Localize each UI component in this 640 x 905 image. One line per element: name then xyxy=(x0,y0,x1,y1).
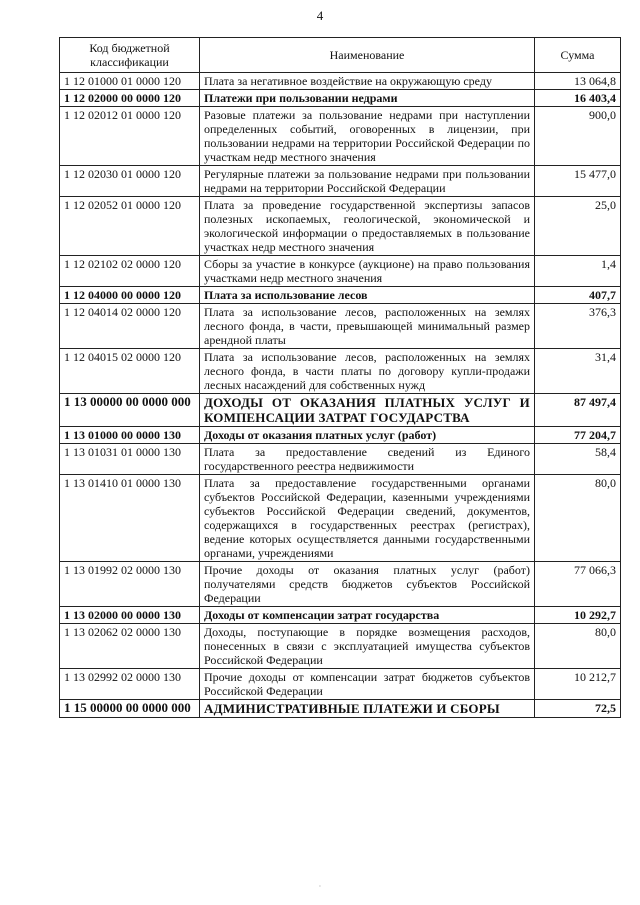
row-name: АДМИНИСТРАТИВНЫЕ ПЛАТЕЖИ И СБОРЫ xyxy=(200,700,535,718)
table-row xyxy=(60,304,621,349)
row-code: 1 13 01992 02 0000 130 xyxy=(60,562,200,607)
row-code: 1 15 00000 00 0000 000 xyxy=(60,700,200,718)
row-sum: 900,0 xyxy=(535,107,621,166)
row-sum: 13 064,8 xyxy=(535,73,621,90)
table-row xyxy=(60,394,621,427)
row-sum: 10 292,7 xyxy=(535,607,621,624)
row-sum: 15 477,0 xyxy=(535,166,621,197)
row-sum: 77 066,3 xyxy=(535,562,621,607)
row-code: 1 13 01000 00 0000 130 xyxy=(60,427,200,444)
table-row xyxy=(60,166,621,197)
row-name: Плата за негативное воздействие на окружающую среду xyxy=(200,73,535,90)
table-row xyxy=(60,700,621,718)
row-sum: 10 212,7 xyxy=(535,669,621,700)
row-sum: 80,0 xyxy=(535,624,621,669)
row-sum: 376,3 xyxy=(535,304,621,349)
row-name: Разовые платежи за пользование недрами при наступлении определенных событий, оговоренных в лицензии, при пользовании недрами на территории Российской Федерации по участкам недр местного значения xyxy=(200,107,535,166)
row-code: 1 13 00000 00 0000 000 xyxy=(60,394,200,427)
table-row xyxy=(60,73,621,90)
table-row xyxy=(60,256,621,287)
row-code: 1 13 02992 02 0000 130 xyxy=(60,669,200,700)
row-code: 1 13 01410 01 0000 130 xyxy=(60,475,200,562)
row-code: 1 13 02062 02 0000 130 xyxy=(60,624,200,669)
row-code: 1 12 02030 01 0000 120 xyxy=(60,166,200,197)
row-name: Платежи при пользовании недрами xyxy=(200,90,535,107)
row-sum: 1,4 xyxy=(535,256,621,287)
row-name: Плата за проведение государственной экспертизы запасов полезных ископаемых, геологической, экономической и экологической информации о предоставляемых в пользование участках недр местного значения xyxy=(200,197,535,256)
row-name: Сборы за участие в конкурсе (аукционе) на право пользования участками недр местного значения xyxy=(200,256,535,287)
budget-classification-table xyxy=(59,37,621,718)
table-row xyxy=(60,562,621,607)
row-sum: 16 403,4 xyxy=(535,90,621,107)
table-row xyxy=(60,197,621,256)
table-row xyxy=(60,427,621,444)
table-row xyxy=(60,607,621,624)
row-code: 1 12 02052 01 0000 120 xyxy=(60,197,200,256)
row-name: Доходы от компенсации затрат государства xyxy=(200,607,535,624)
header-sum: Сумма xyxy=(535,38,621,73)
table-row xyxy=(60,107,621,166)
row-code: 1 12 04015 02 0000 120 xyxy=(60,349,200,394)
row-name: Плата за предоставление государственными органами субъектов Российской Федерации, казенными учреждениями субъектов Российской Федерации сведений, документов, содержащихся в государственных реестрах (регистрах), ведение которых осуществляется данными государственными органами, учреждениями xyxy=(200,475,535,562)
table-body xyxy=(60,73,621,718)
table-header-row xyxy=(60,38,621,73)
row-name: Доходы, поступающие в порядке возмещения расходов, понесенных в связи с эксплуатацией имущества субъектов Российской Федерации xyxy=(200,624,535,669)
table-row xyxy=(60,349,621,394)
row-sum: 31,4 xyxy=(535,349,621,394)
row-code: 1 12 04014 02 0000 120 xyxy=(60,304,200,349)
row-code: 1 13 02000 00 0000 130 xyxy=(60,607,200,624)
table-row xyxy=(60,444,621,475)
row-sum: 407,7 xyxy=(535,287,621,304)
row-name: Плата за предоставление сведений из Единого государственного реестра недвижимости xyxy=(200,444,535,475)
row-sum: 25,0 xyxy=(535,197,621,256)
row-code: 1 12 02012 01 0000 120 xyxy=(60,107,200,166)
row-name: Доходы от оказания платных услуг (работ) xyxy=(200,427,535,444)
header-name: Наименование xyxy=(200,38,535,73)
row-name: Регулярные платежи за пользование недрами при пользовании недрами на территории Российской Федерации xyxy=(200,166,535,197)
table-row xyxy=(60,90,621,107)
header-code: Код бюджетной классификации xyxy=(60,38,200,73)
row-sum: 80,0 xyxy=(535,475,621,562)
row-code: 1 12 04000 00 0000 120 xyxy=(60,287,200,304)
row-name: Прочие доходы от компенсации затрат бюджетов субъектов Российской Федерации xyxy=(200,669,535,700)
row-code: 1 13 01031 01 0000 130 xyxy=(60,444,200,475)
row-code: 1 12 02102 02 0000 120 xyxy=(60,256,200,287)
row-name: ДОХОДЫ ОТ ОКАЗАНИЯ ПЛАТНЫХ УСЛУГ И КОМПЕНСАЦИИ ЗАТРАТ ГОСУДАРСТВА xyxy=(200,394,535,427)
table-row xyxy=(60,287,621,304)
table-row xyxy=(60,624,621,669)
row-code: 1 12 01000 01 0000 120 xyxy=(60,73,200,90)
row-name: Прочие доходы от оказания платных услуг (работ) получателями средств бюджетов субъектов Российской Федерации xyxy=(200,562,535,607)
footer-mark: · xyxy=(318,882,322,891)
table-row xyxy=(60,669,621,700)
row-sum: 87 497,4 xyxy=(535,394,621,427)
row-code: 1 12 02000 00 0000 120 xyxy=(60,90,200,107)
row-name: Плата за использование лесов, расположенных на землях лесного фонда, в части, превышающей минимальный размер арендной платы xyxy=(200,304,535,349)
row-sum: 58,4 xyxy=(535,444,621,475)
table-row xyxy=(60,475,621,562)
row-name: Плата за использование лесов, расположенных на землях лесного фонда, в части платы по договору купли-продажи лесных насаждений для собственных нужд xyxy=(200,349,535,394)
page-number: 4 xyxy=(316,8,324,23)
row-sum: 72,5 xyxy=(535,700,621,718)
row-name: Плата за использование лесов xyxy=(200,287,535,304)
row-sum: 77 204,7 xyxy=(535,427,621,444)
